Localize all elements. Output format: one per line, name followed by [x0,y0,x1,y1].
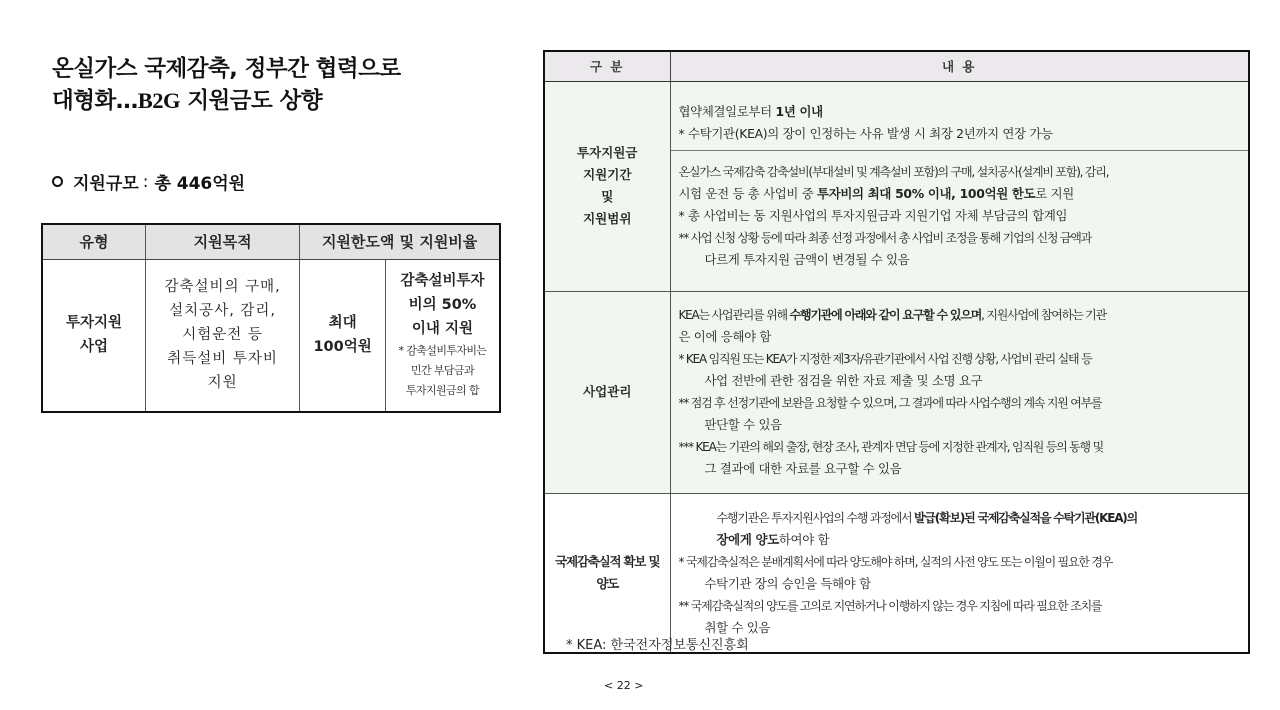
circle-bullet-icon [52,176,63,187]
ratio-note: * 감축설비투자비는 [398,344,487,358]
category-cell: 투자지원금 지원기간 및 지원범위 [544,81,670,291]
cell-type: 투자지원 사업 [42,259,146,412]
program-details-table [543,50,1250,654]
support-period-block: 협약체결일로부터 1년 이내 * 수탁기관(KEA)의 장이 인정하는 사유 발생 시 최장 2년까지 연장 가능 [671,96,1249,151]
table-row-project-management [544,291,1249,493]
header-limit-ratio: 지원한도액 및 지원비율 [300,224,500,259]
title-line-2: 대형화…B2G 지원금도 상향 [52,88,323,114]
table-row [42,259,500,412]
title-line-1: 온실가스 국제감축, 정부간 협력으로 [52,56,401,82]
content-cell [670,81,1249,291]
content-cell: KEA는 사업관리를 위해 수행기관에 아래와 같이 요구할 수 있으며, 지원사업에 참여하는 기관 은 이에 응해야 함 * KEA 임직원 또는 KEA가 지정한 제3자/유관기관에서 사업 진행 상황, 사업비 관리 실태 등 사업 전반에 관한 점검을 위한 자료 제출 및 소명 요구 ** 점검 후 선정기관에 보완을 요청할 수 있으며, 그 결과에 따라 사업수행의 계속 지원 여부를 판단할 수 있음 *** KEA는 기관의 해외 출장, 현장 조사, 관계자 면담 등에 지정한 관계자, 임직원 등의 동행 및 그 결과에 대한 자료를 요구할 수 있음 [670,291,1249,493]
category-cell: 국제감축실적 확보 및 양도 [544,493,670,653]
page-number: < 22 > [604,679,644,692]
header-type: 유형 [42,224,146,259]
support-scale: 지원규모 : 총 446억원 [52,169,245,194]
support-scope-block: 온실가스 국제감축 감축설비(부대설비 및 계측설비 포함)의 구매, 설치공사(설계비 포함), 감리, 시험 운전 등 총 사업비 중 투자비의 최대 50% 이내, 100억원 한도로 지원 * 총 사업비는 동 지원사업의 투자지원금과 지원기업 자체 부담금의 합계임 ** 사업 신청 상황 등에 따라 최종 선정 과정에서 총 사업비 조정을 통해 기업의 신청 금액과 다르게 투자지원 금액이 변경될 수 있음 [678,164,1109,267]
category-cell: 사업관리 [544,291,670,493]
cell-ratio: 감축설비투자 비의 50% 이내 지원 * 감축설비투자비는 민간 부담금과 투자지원금의 합 [385,259,500,412]
table-row-reduction-transfer [544,493,1249,653]
content-cell: 수행기관은 투자지원사업의 수행 과정에서 발급(확보)된 국제감축실적을 수탁기관(KEA)의 장에게 양도하여야 함 * 국제감축실적은 분배계획서에 따라 양도해야 하며, 실적의 사전 양도 또는 이월이 필요한 경우 수탁기관 장의 승인을 득해야 함 ** 국제감축실적의 양도를 고의로 지연하거나 이행하지 않는 경우 지침에 따라 필요한 조치를 취할 수 있음 [670,493,1249,653]
support-scale-value: 총 446억원 [154,174,246,194]
header-content: 내 용 [670,51,1249,81]
table-row-support-period [544,81,1249,291]
kea-footnote: * KEA: 한국전자정보통신진흥회 [566,638,749,653]
cell-limit: 최대 100억원 [300,259,386,412]
header-category: 구 분 [544,51,670,81]
header-purpose: 지원목적 [146,224,300,259]
table-header-row [42,224,500,259]
support-summary-table [41,223,501,413]
table-header-row [544,51,1249,81]
cell-purpose: 감축설비의 구매, 설치공사, 감리, 시험운전 등 취득설비 투자비 지원 [146,259,300,412]
page-title [52,54,492,117]
support-scale-label: 지원규모 [73,174,139,194]
